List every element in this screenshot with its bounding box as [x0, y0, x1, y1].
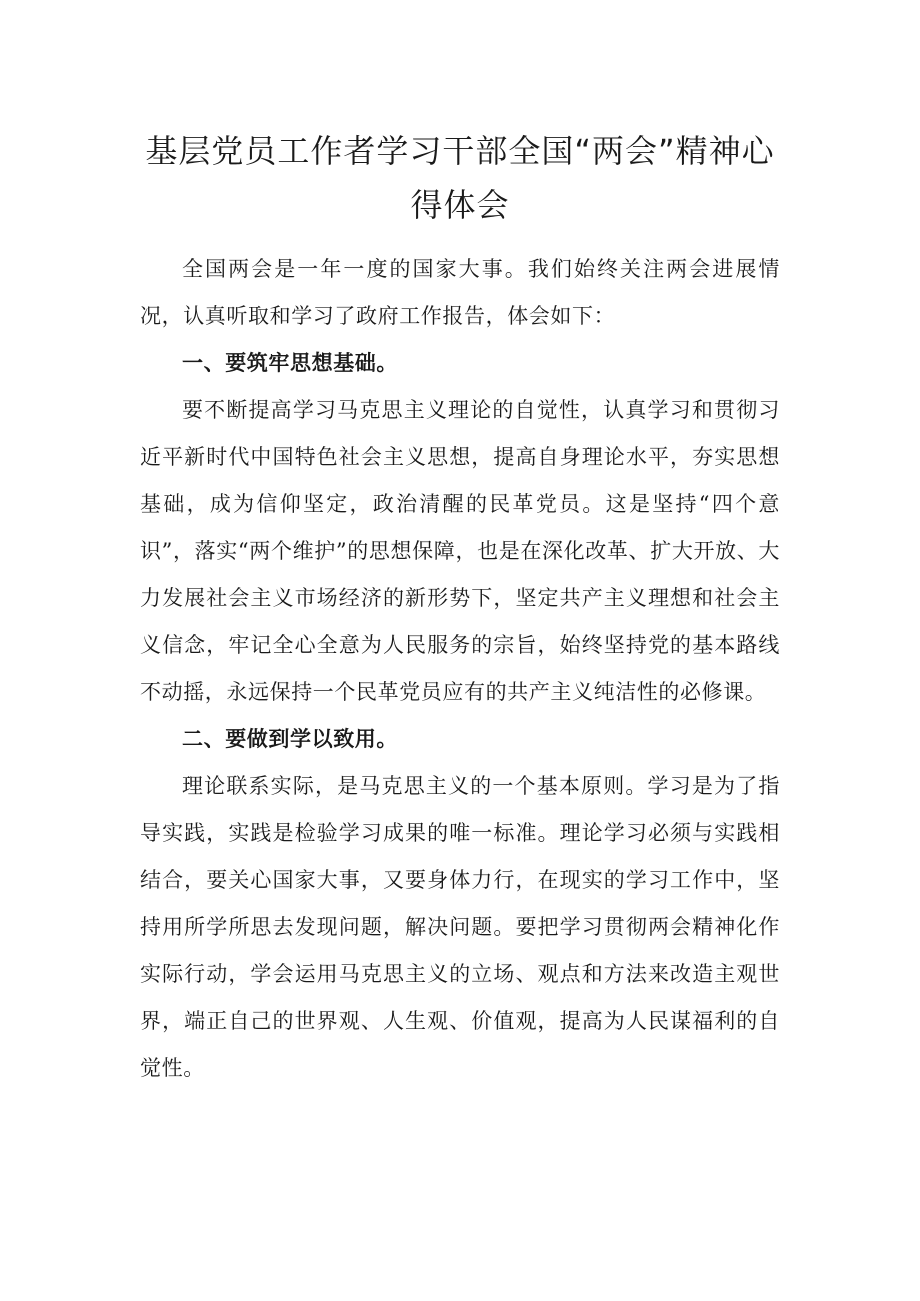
section-1-paragraph: 要不断提高学习马克思主义理论的自觉性，认真学习和贯彻习近平新时代中国特色社会主义思想，提高自身理论水平，夯实思想基础，成为信仰坚定，政治清醒的民革党员。这是坚持“四个意识”，落实“两个维护”的思想保障，也是在深化改革、扩大开放、大力发展社会主义市场经济的新形势下，坚定共产主义理想和社会主义信念，牢记全心全意为人民服务的宗旨，始终坚持党的基本路线不动摇，永远保持一个民革党员应有的共产主义纯洁性的必修课。	[140, 398, 780, 704]
section-2-heading: 二、要做到学以致用。	[182, 727, 398, 751]
intro-paragraph: 全国两会是一年一度的国家大事。我们始终关注两会进展情况，认真听取和学习了政府工作报告，体会如下：	[140, 257, 780, 328]
section-1-heading: 一、要筑牢思想基础。	[182, 351, 398, 375]
document-body	[140, 246, 780, 1092]
document-title: 基层党员工作者学习干部全国“两会”精神心得体会	[145, 132, 775, 224]
section-2-paragraph: 理论联系实际，是马克思主义的一个基本原则。学习是为了指导实践，实践是检验学习成果的唯一标准。理论学习必须与实践相结合，要关心国家大事，又要身体力行，在现实的学习工作中，坚持用所学所思去发现问题，解决问题。要把学习贯彻两会精神化作实际行动，学会运用马克思主义的立场、观点和方法来改造主观世界，端正自己的世界观、人生观、价值观，提高为人民谋福利的自觉性。	[140, 774, 780, 1080]
